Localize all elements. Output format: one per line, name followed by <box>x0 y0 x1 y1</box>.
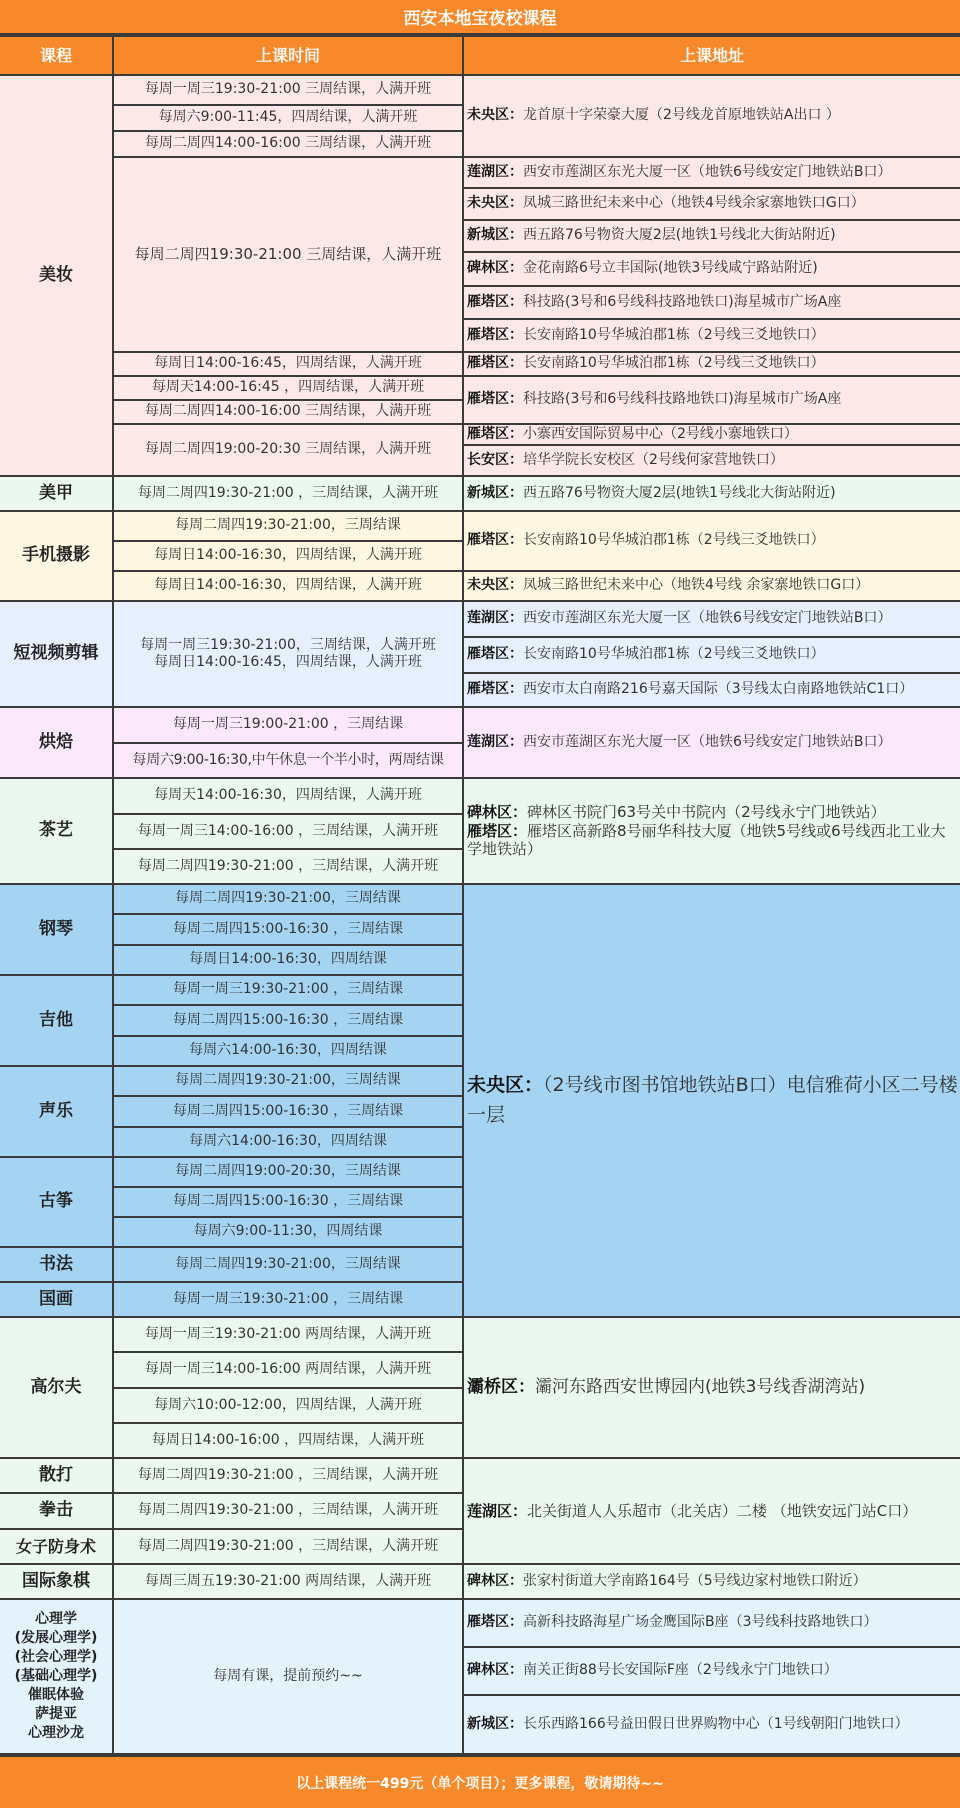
address-text: 西安市莲湖区东光大厦一区（地铁6号线安定门地铁站B口） <box>523 733 892 750</box>
time-cell: 每周二周四19:30-21:00 ，三周结课，人满开班 <box>113 849 463 884</box>
course-name: 短视频剪辑 <box>0 601 113 707</box>
time-cell: 每周六14:00-16:30，四周结课 <box>113 1127 463 1157</box>
address-text: 灞河东路西安世博园内(地铁3号线香湖湾站) <box>535 1376 866 1397</box>
address-cell <box>463 707 960 778</box>
time-cell: 每周二周四15:00-16:30 ，三周结课 <box>113 1005 463 1036</box>
course-name: 茶艺 <box>0 778 113 884</box>
address-cell <box>463 1564 960 1599</box>
course-name: 书法 <box>0 1247 113 1282</box>
district-label: 灞桥区： <box>467 1376 535 1397</box>
time-cell: 每周二周四14:00-16:00 三周结课，人满开班 <box>113 400 463 424</box>
time-cell: 每周三周五19:30-21:00 两周结课，人满开班 <box>113 1564 463 1599</box>
district-label: 雁塔区： <box>467 532 523 549</box>
course-line: 催眠体验 <box>28 1686 84 1703</box>
time-cell: 每周六9:00-11:45，四周结课，人满开班 <box>113 105 463 131</box>
district-label: 雁塔区： <box>467 646 523 663</box>
address-line <box>467 803 958 822</box>
course-name: 钢琴 <box>0 884 113 975</box>
district-label: 碑林区： <box>467 1662 523 1679</box>
address-cell <box>463 352 960 376</box>
district-label: 长安区： <box>467 451 523 468</box>
course-line: (社会心理学) <box>14 1649 98 1666</box>
address-cell <box>463 1317 960 1458</box>
address-text: 张家村街道大学南路164号（5号线边家村地铁口附近） <box>523 1572 867 1589</box>
time-cell: 每周六9:00-16:30,中午休息一个半小时，两周结课 <box>113 743 463 778</box>
time-cell: 每周一周三14:00-16:00 ，三周结课，人满开班 <box>113 814 463 849</box>
district-label: 莲湖区： <box>467 163 523 180</box>
address-text: 科技路(3号和6号线科技路地铁口)海星城市广场A座 <box>523 391 842 408</box>
district-label: 碑林区： <box>467 1572 523 1589</box>
time-cell: 每周二周四19:30-21:00，三周结课 <box>113 1247 463 1282</box>
course-name: 高尔夫 <box>0 1317 113 1458</box>
course-name: 散打 <box>0 1458 113 1493</box>
time-line: 每周日14:00-16:45，四周结课，人满开班 <box>154 654 422 670</box>
district-label: 未央区： <box>467 195 523 212</box>
district-label: 雁塔区： <box>467 326 523 343</box>
time-cell: 每周二周四15:00-16:30 ，三周结课 <box>113 1187 463 1217</box>
time-cell: 每周日14:00-16:30，四周结课，人满开班 <box>113 541 463 571</box>
time-cell <box>113 601 463 707</box>
address-cell <box>463 424 960 445</box>
district-label: 莲湖区： <box>467 1501 528 1520</box>
address-text: 长安南路10号华城泊郡1栋（2号线三爻地铁口） <box>523 646 825 663</box>
time-cell: 每周二周四14:00-16:00 三周结课，人满开班 <box>113 131 463 157</box>
address-text: 长安南路10号华城泊郡1栋（2号线三爻地铁口） <box>523 326 825 343</box>
address-cell <box>463 220 960 252</box>
course-table <box>0 35 960 1755</box>
course-name: 手机摄影 <box>0 511 113 601</box>
address-text: 北关街道人人乐超市（北关店）二楼 （地铁安远门站C口） <box>527 1501 918 1520</box>
time-cell: 每周日14:00-16:45，四周结课，人满开班 <box>113 352 463 376</box>
address-text: 西安市莲湖区东光大厦一区（地铁6号线安定门地铁站B口） <box>523 610 892 627</box>
time-cell: 每周一周三19:30-21:00 ，三周结课 <box>113 975 463 1005</box>
course-name: 美妆 <box>0 75 113 476</box>
district-label: 未央区： <box>467 1074 544 1097</box>
address-cell <box>463 319 960 352</box>
header-course: 课程 <box>0 36 113 75</box>
address-cell <box>463 157 960 188</box>
page-title: 西安本地宝夜校课程 <box>0 0 960 35</box>
time-cell: 每周天14:00-16:45 ，四周结课，人满开班 <box>113 376 463 400</box>
district-label: 碑林区： <box>467 802 528 821</box>
address-cell <box>463 75 960 157</box>
time-cell: 每周一周三14:00-16:00 两周结课，人满开班 <box>113 1352 463 1388</box>
address-text: 碑林区书院门63号关中书院内（2号线永宁门地铁站） <box>527 802 886 821</box>
district-label: 碑林区： <box>467 260 523 277</box>
course-name: 拳击 <box>0 1493 113 1529</box>
address-line <box>467 822 958 860</box>
time-cell: 每周天14:00-16:30，四周结课，人满开班 <box>113 778 463 814</box>
course-name: 声乐 <box>0 1066 113 1157</box>
time-cell: 每周一周三19:30-21:00 三周结课，人满开班 <box>113 75 463 105</box>
address-text: 长安南路10号华城泊郡1栋（2号线三爻地铁口） <box>523 355 825 372</box>
time-cell: 每周六10:00-12:00，四周结课，人满开班 <box>113 1388 463 1423</box>
course-name: 国际象棋 <box>0 1564 113 1599</box>
address-cell <box>463 1458 960 1564</box>
address-text: 西安市太白南路216号嘉天国际（3号线太白南路地铁站C1口） <box>523 681 914 698</box>
time-cell: 每周一周三19:30-21:00 两周结课，人满开班 <box>113 1317 463 1352</box>
time-cell: 每周二周四15:00-16:30 ，三周结课 <box>113 914 463 945</box>
address-cell <box>463 511 960 571</box>
time-cell: 每周二周四19:00-20:30，三周结课 <box>113 1157 463 1187</box>
course-line: 心理沙龙 <box>28 1724 84 1741</box>
address-cell <box>463 601 960 637</box>
time-cell: 每周有课，提前预约~~ <box>113 1599 463 1754</box>
time-line: 每周一周三19:30-21:00，三周结课，人满开班 <box>140 636 436 653</box>
price-footer: 以上课程统一499元（单个项目）；更多课程，敬请期待~~ <box>0 1755 960 1808</box>
district-label: 雁塔区： <box>467 293 523 310</box>
address-text: 雁塔区高新路8号丽华科技大厦（地铁5号线或6号线西北工业大学地铁站） <box>467 821 946 859</box>
district-label: 新城区： <box>467 484 523 501</box>
time-cell: 每周二周四15:00-16:30 ，三周结课 <box>113 1096 463 1127</box>
table-header <box>0 36 960 75</box>
time-cell: 每周二周四19:30-21:00 ，三周结课，人满开班 <box>113 1458 463 1493</box>
address-text: 凤城三路世纪未来中心（地铁4号线 余家寨地铁口G口） <box>523 577 870 594</box>
time-cell: 每周日14:00-16:30，四周结课，人满开班 <box>113 571 463 601</box>
district-label: 雁塔区： <box>467 425 523 442</box>
time-cell: 每周二周四19:30-21:00 三周结课，人满开班 <box>113 157 463 352</box>
address-cell <box>463 637 960 673</box>
course-line: (基础心理学) <box>14 1668 98 1685</box>
header-address: 上课地址 <box>463 36 960 75</box>
course-name: 美甲 <box>0 476 113 511</box>
district-label: 莲湖区： <box>467 733 523 750</box>
address-text: 凤城三路世纪未来中心（地铁4号线余家寨地铁口G口） <box>523 195 865 212</box>
time-cell: 每周二周四19:30-21:00 ，三周结课，人满开班 <box>113 1493 463 1529</box>
time-cell: 每周日14:00-16:00 ，四周结课，人满开班 <box>113 1423 463 1458</box>
district-label: 未央区： <box>467 577 523 594</box>
address-text: 西安市莲湖区东光大厦一区（地铁6号线安定门地铁站B口） <box>523 163 892 180</box>
address-text: 培华学院长安校区（2号线何家营地铁口） <box>523 451 784 468</box>
address-cell <box>463 1599 960 1647</box>
time-cell: 每周二周四19:30-21:00，三周结课 <box>113 511 463 541</box>
course-name: 古筝 <box>0 1157 113 1247</box>
address-text: 长安南路10号华城泊郡1栋（2号线三爻地铁口） <box>523 532 825 549</box>
address-cell <box>463 884 960 1317</box>
course-name: 国画 <box>0 1282 113 1317</box>
time-cell: 每周二周四19:30-21:00 ，三周结课，人满开班 <box>113 476 463 511</box>
address-text: 长乐西路166号益田假日世界购物中心（1号线朝阳门地铁口） <box>523 1715 909 1732</box>
address-cell <box>463 188 960 220</box>
address-text: 金花南路6号立丰国际(地铁3号线咸宁路站附近) <box>523 260 818 277</box>
address-cell <box>463 1647 960 1695</box>
course-name: 女子防身术 <box>0 1529 113 1564</box>
address-cell <box>463 571 960 601</box>
time-cell: 每周六9:00-11:30，四周结课 <box>113 1217 463 1247</box>
address-text: （2号线市图书馆地铁站B口）电信雅荷小区二号楼一层 <box>467 1074 958 1126</box>
address-text: 科技路(3号和6号线科技路地铁口)海星城市广场A座 <box>523 293 842 310</box>
course-line: 心理学 <box>35 1611 77 1628</box>
district-label: 雁塔区： <box>467 391 523 408</box>
course-line: (发展心理学) <box>14 1630 98 1647</box>
address-cell <box>463 376 960 424</box>
address-cell <box>463 778 960 884</box>
time-cell: 每周二周四19:30-21:00 ，三周结课，人满开班 <box>113 1529 463 1564</box>
header-time: 上课时间 <box>113 36 463 75</box>
course-name <box>0 1599 113 1754</box>
district-label: 新城区： <box>467 1715 523 1732</box>
district-label: 雁塔区： <box>467 1614 523 1631</box>
address-cell <box>463 445 960 476</box>
address-cell <box>463 673 960 707</box>
address-text: 小寨西安国际贸易中心（2号线小寨地铁口） <box>523 425 798 442</box>
address-cell <box>463 252 960 286</box>
address-cell <box>463 476 960 511</box>
time-cell: 每周六14:00-16:30，四周结课 <box>113 1036 463 1066</box>
address-cell <box>463 1695 960 1754</box>
address-text: 西五路76号物资大厦2层(地铁1号线北大街站附近) <box>523 484 836 501</box>
time-cell: 每周一周三19:00-21:00 ，三周结课 <box>113 707 463 743</box>
time-cell: 每周二周四19:30-21:00，三周结课 <box>113 1066 463 1096</box>
time-cell: 每周二周四19:30-21:00，三周结课 <box>113 884 463 914</box>
district-label: 未央区： <box>467 107 523 124</box>
district-label: 新城区： <box>467 227 523 244</box>
address-text: 龙首原十字荣豪大厦（2号线龙首原地铁站A出口 ） <box>523 107 840 124</box>
time-cell: 每周日14:00-16:30，四周结课 <box>113 945 463 975</box>
address-cell <box>463 286 960 319</box>
course-name: 吉他 <box>0 975 113 1066</box>
district-label: 雁塔区： <box>467 681 523 698</box>
district-label: 莲湖区： <box>467 610 523 627</box>
address-text: 西五路76号物资大厦2层(地铁1号线北大街站附近) <box>523 227 836 244</box>
address-text: 南关正街88号长安国际F座（2号线永宁门地铁口） <box>523 1662 838 1679</box>
district-label: 雁塔区： <box>467 355 523 372</box>
time-cell: 每周一周三19:30-21:00 ，三周结课 <box>113 1282 463 1317</box>
course-name: 烘焙 <box>0 707 113 778</box>
address-text: 高新科技路海星广场金鹰国际B座（3号线科技路地铁口） <box>523 1614 878 1631</box>
course-line: 萨提亚 <box>35 1705 77 1722</box>
time-cell: 每周二周四19:00-20:30 三周结课，人满开班 <box>113 424 463 476</box>
district-label: 雁塔区： <box>467 821 528 840</box>
